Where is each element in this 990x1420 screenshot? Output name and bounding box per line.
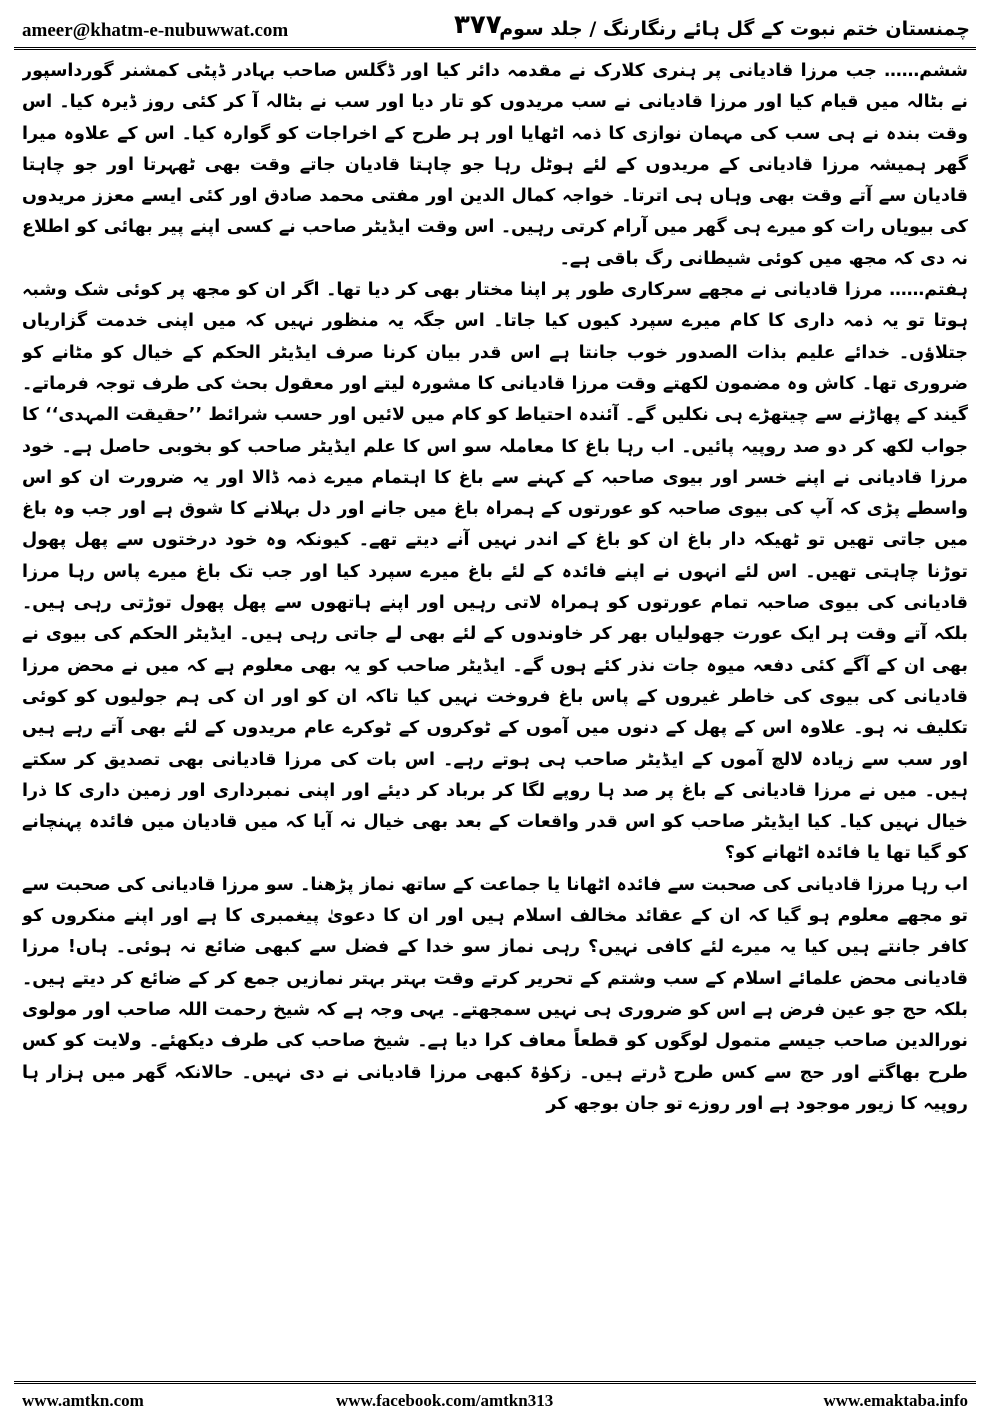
footer-link-amtkn[interactable]: www.amtkn.com (22, 1391, 144, 1410)
paragraph-prayer: اب رہا مرزا قادیانی کی صحبت سے فائدہ اٹھانا یا جماعت کے ساتھ نماز پڑھنا۔ سو مرزا قادیانی کی صحبت سے تو مجھے معلوم ہو گیا کہ ان کے عقائد مخالف اسلام ہیں اور ان کا دعویٰ پیغمبری کا ہے اور اپنے منکروں کو کافر جانتے ہیں کیا یہ میرے لئے کافی نہیں؟ رہی نماز سو خدا کے فضل سے کبھی ضائع نہ ہوئی۔ ہاں! مرزا قادیانی محض علمائے اسلام کے سب وشتم کے تحریر کرتے وقت بہتر بہتر نمازیں جمع کر کے ضائع کر دیتے ہیں۔ بلکہ حج جو عین فرض ہے اس کو ضروری ہی نہیں سمجھتے۔ یہی وجہ ہے کہ شیخ رحمت اللہ صاحب اور مولوی نورالدین صاحب جیسے متمول لوگوں کو قطعاً معاف کرا دیا ہے۔ شیخ صاحب کی طرف دیکھئے۔ ولایت کو کس طرح بھاگتے اور حج سے کس طرح ڈرتے ہیں۔ زکوٰۃ کبھی مرزا قادیانی نے دی نہیں۔ حالانکہ گھر میں ہزار ہا روپیہ کا زیور موجود ہے اور روزے تو جان بوجھ کر (22, 874, 968, 1114)
header-email[interactable]: ameer@khatm-e-nubuwwat.com (22, 20, 289, 41)
footer-link-emaktaba[interactable]: www.emaktaba.info (823, 1391, 968, 1410)
page-header (14, 8, 976, 48)
paragraph-seventh: ہفتم…… مرزا قادیانی نے مجھے سرکاری طور پر اپنا مختار بھی کر دیا تھا۔ اگر ان کو مجھ پر کوئی شک وشبہ ہوتا تو یہ ذمہ داری کا کام میرے سپرد کیوں کیا جاتا۔ اس جگہ یہ منظور نہیں کہ میں اپنی خدمت گزاریاں جتلاؤں۔ خدائے علیم بذات الصدور خوب جانتا ہے اس قدر بیان کرنا صرف ایڈیٹر الحکم کے خیال کو مٹانے کو ضروری تھا۔ کاش وہ مضمون لکھتے وقت مرزا قادیانی کا مشورہ لیتے اور معقول بحث کی طرف توجہ فرماتے۔ گیند کے پھاڑنے سے چیتھڑے ہی نکلیں گے۔ آئندہ احتیاط کو کام میں لائیں اور حسب شرائط ’’حقیقت المہدی‘‘ کا جواب لکھ کر دو صد روپیہ پائیں۔ اب رہا باغ کا معاملہ سو اس کا علم ایڈیٹر صاحب کو بخوبی حاصل ہے۔ خود مرزا قادیانی نے اپنے خسر اور بیوی صاحبہ کے کہنے سے باغ کا اہتمام میرے ذمہ ڈالا اور یہ ضرورت ان کو اس واسطے پڑی کہ آپ کی بیوی صاحبہ کو عورتوں کے ہمراہ باغ میں جانے اور دل بہلانے کا شوق ہے اور جب وہ باغ میں جاتی تھیں تو ٹھیکہ دار باغ ان کو باغ کے اندر نہیں آنے دیتے تھے۔ کیونکہ وہ خود درختوں سے پھل پھول توڑنا چاہتی تھیں۔ اس لئے انہوں نے اپنے فائدہ کے لئے باغ میرے سپرد کیا اور جب تک باغ میرے پاس رہا مرزا قادیانی کی بیوی صاحبہ تمام عورتوں کو ہمراہ لاتی رہیں اور اپنے ہاتھوں سے پھل پھول توڑتی رہی ہیں۔ بلکہ آتے وقت ہر ایک عورت جھولیاں بھر کر خاوندوں کے لئے بھی لے جاتی رہی ہیں۔ ایڈیٹر الحکم کی بیوی نے بھی ان کے آگے کئی دفعہ میوہ جات نذر کئے ہوں گے۔ ایڈیٹر صاحب کو یہ بھی معلوم ہے کہ میں نے محض مرزا قادیانی کی بیوی کی خاطر غیروں کے پاس باغ فروخت نہیں کیا تاکہ ان کو اور ان کی ہم جولیوں کو کوئی تکلیف نہ ہو۔ علاوہ اس کے پھل کے دنوں میں آموں کے ٹوکروں کے ٹوکرے عام مریدوں کے لئے بھی آتے رہے ہیں اور سب سے زیادہ لالچ آموں کے ایڈیٹر صاحب ہی ہوتے رہے۔ اس بات کی مرزا قادیانی بھی تصدیق کر سکتے ہیں۔ میں نے مرزا قادیانی کے باغ پر صد ہا روپے لگا کر برباد کر دیئے اور اپنی نمبرداری اور زمین داری کا ذرا خیال نہیں کیا۔ کیا ایڈیٹر صاحب کو اس قدر واقعات کے بعد بھی خیال نہ آیا کہ میں قادیان میں فائدہ پہنچانے کو گیا تھا یا فائدہ اٹھانے کو؟ (22, 280, 968, 864)
page-footer (14, 1388, 976, 1416)
page-number: ۳۷۷ (454, 10, 502, 40)
page-body (22, 56, 968, 1366)
paragraph-sixth: ششم…… جب مرزا قادیانی پر ہنری کلارک نے مقدمہ دائر کیا اور ڈگلس صاحب بہادر ڈپٹی کمشنر گورداسپور نے بٹالہ میں قیام کیا اور مرزا قادیانی نے سب مریدوں کو تار دیا اور سب نے بٹالہ آ کر کئی روز ڈیرہ کیا۔ اس وقت بندہ نے ہی سب کی مہمان نوازی کا ذمہ اٹھایا اور ہر طرح کے اخراجات کو گوارہ کیا۔ اس کے علاوہ میرا گھر ہمیشہ مرزا قادیانی کے مریدوں کے لئے ہوٹل رہا جو چاہتا قادیان جاتے وقت بھی ٹھہرتا اور جو چاہتا قادیان سے آتے وقت بھی وہاں ہی اترتا۔ خواجہ کمال الدین اور مفتی محمد صادق اور کئی ایسے معزز مریدوں کی بیویاں رات کو میرے ہی گھر میں آرام کرتی رہیں۔ اس وقت ایڈیٹر صاحب نے کسی اپنے پیر بھائی کو اطلاع نہ دی کہ مجھ میں کوئی شیطانی رگ باقی ہے۔ (22, 61, 968, 269)
header-divider (14, 47, 976, 50)
footer-link-facebook[interactable]: www.facebook.com/amtkn313 (336, 1391, 554, 1410)
book-title: چمنستان ختم نبوت کے گل ہائے رنگارنگ / جلد سوم (499, 18, 970, 40)
footer-divider (14, 1381, 976, 1384)
